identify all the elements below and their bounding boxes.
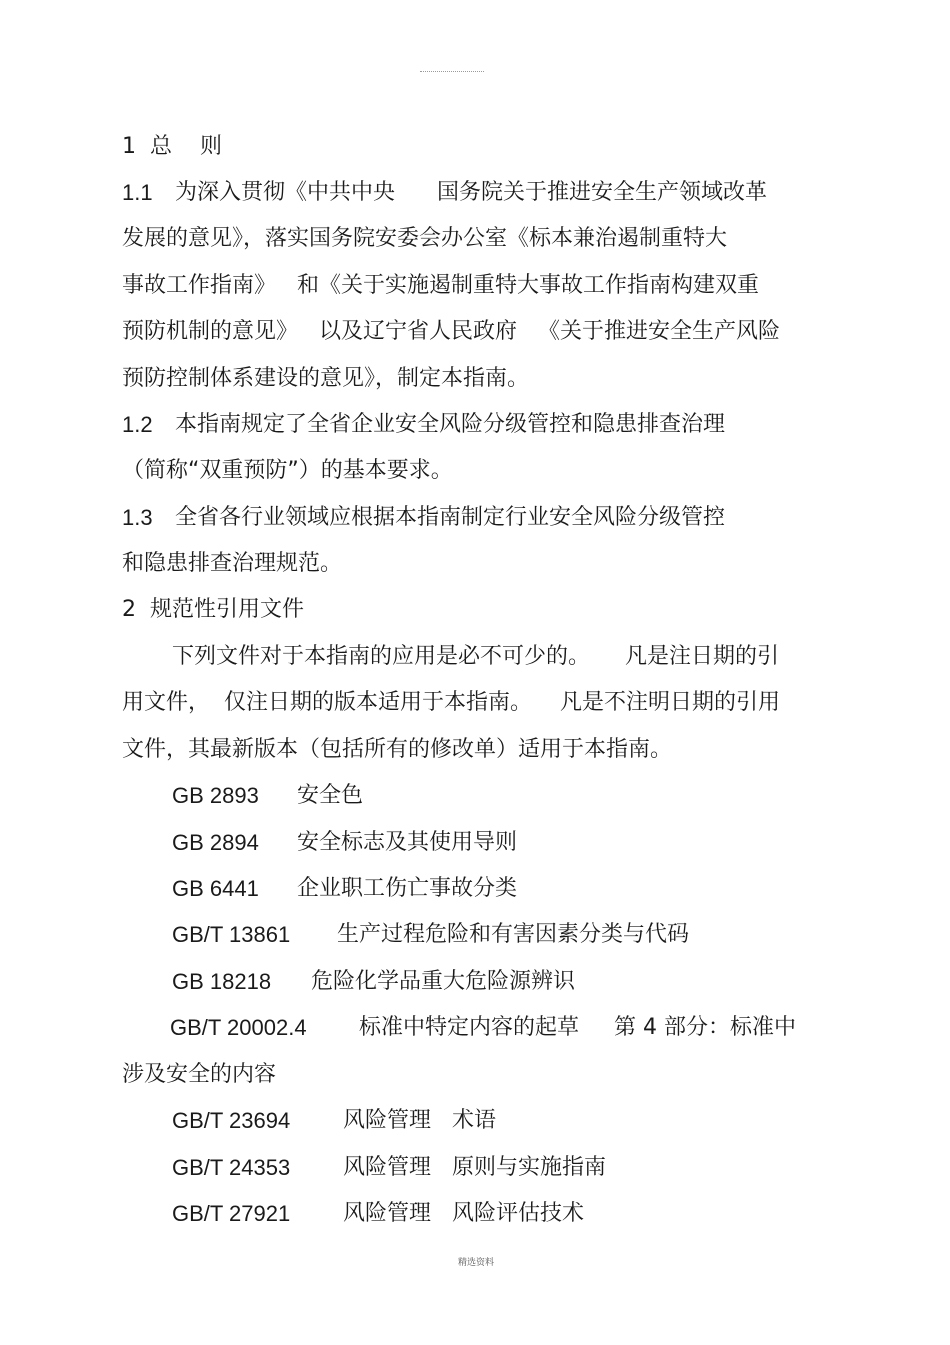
intro-line: 文件，其最新版本（包括所有的修改单）适用于本指南。	[122, 737, 673, 762]
ref-code: GB/T 24353	[172, 1155, 291, 1180]
ref-title: 风险管理 风险评估技术	[343, 1201, 584, 1226]
ref-code: GB 18218	[172, 969, 272, 994]
ref-code: GB/T 23694	[172, 1108, 291, 1133]
ref-code: GB 6441	[172, 876, 259, 901]
ref-title: 风险管理 原则与实施指南	[343, 1155, 606, 1180]
clause-1-2-line: （简称“双重预防”）的基本要求。	[122, 458, 453, 483]
ref-code: GB/T 13861	[172, 922, 291, 947]
ref-code: GB 2893	[172, 783, 259, 808]
intro-line: 用文件， 仅注日期的版本适用于本指南。 凡是不注明日期的引用	[122, 690, 780, 715]
ref-title: 风险管理 术语	[343, 1108, 496, 1133]
ref-title: 生产过程危险和有害因素分类与代码	[337, 922, 690, 947]
clause-1-1-number: 1.1	[122, 180, 153, 205]
ref-code: GB/T 27921	[172, 1201, 291, 1226]
header-rule	[420, 71, 484, 72]
ref-title: 标准中特定内容的起草 第 4 部分：标准中	[359, 1015, 796, 1040]
ref-title: 安全色	[297, 783, 364, 808]
clause-1-1-line: 为深入贯彻《中共中央 国务院关于推进安全生产领域改革	[175, 180, 767, 205]
ref-code: GB 2894	[172, 830, 259, 855]
clause-1-1-line: 预防控制体系建设的意见》，制定本指南。	[122, 366, 530, 391]
clause-1-2-line: 本指南规定了全省企业安全风险分级管控和隐患排查治理	[175, 412, 726, 437]
section-2-title: 2 规范性引用文件	[122, 597, 304, 622]
clause-1-3-line: 和隐患排查治理规范。	[122, 551, 343, 576]
ref-title-continued: 涉及安全的内容	[122, 1062, 277, 1087]
clause-1-1-line: 预防机制的意见》 以及辽宁省人民政府 《关于推进安全生产风险	[122, 319, 780, 344]
clause-1-1-line: 事故工作指南》 和《关于实施遏制重特大事故工作指南构建双重	[122, 273, 759, 298]
clause-1-3-number: 1.3	[122, 505, 153, 530]
ref-code: GB/T 20002.4	[170, 1015, 307, 1040]
page-footer: 精选资料	[458, 1258, 495, 1268]
intro-line: 下列文件对于本指南的应用是必不可少的。 凡是注日期的引	[172, 644, 779, 669]
section-1-title: 1 总 则	[122, 134, 222, 159]
clause-1-3-line: 全省各行业领域应根据本指南制定行业安全风险分级管控	[175, 505, 726, 530]
ref-title: 安全标志及其使用导则	[297, 830, 518, 855]
ref-title: 企业职工伤亡事故分类	[297, 876, 518, 901]
clause-1-1-line: 发展的意见》，落实国务院安委会办公室《标本兼治遏制重特大	[122, 226, 728, 251]
clause-1-2-number: 1.2	[122, 412, 153, 437]
ref-title: 危险化学品重大危险源辨识	[311, 969, 576, 994]
